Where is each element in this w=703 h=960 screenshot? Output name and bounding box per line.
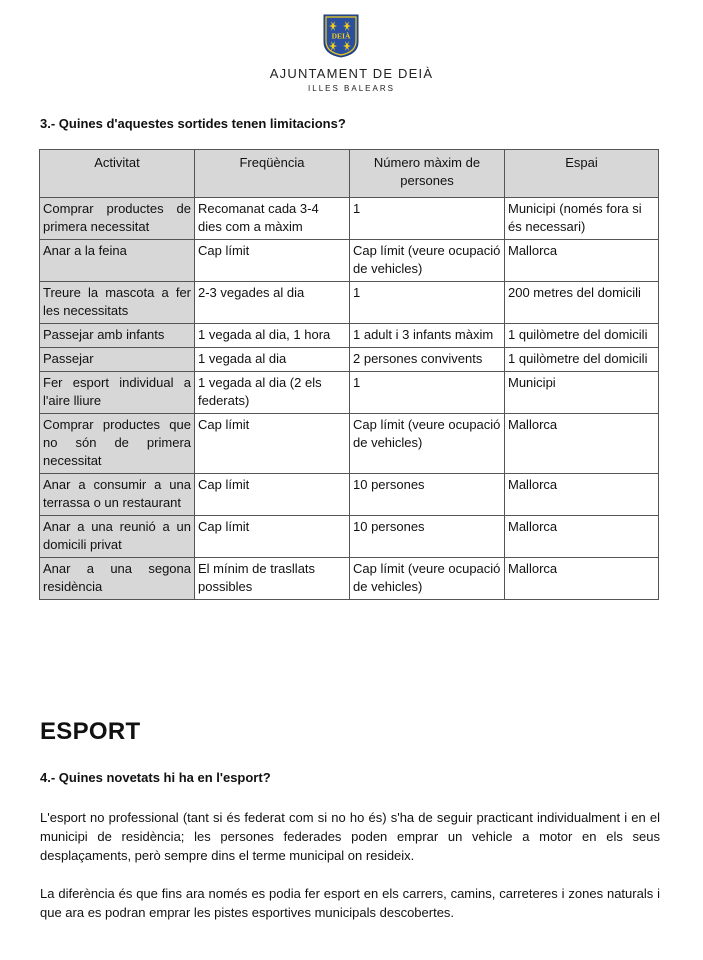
cell-frequency: Recomanat cada 3-4 dies com a màxim [195, 198, 350, 240]
cell-frequency: 1 vegada al dia, 1 hora [195, 324, 350, 348]
municipal-crest-icon [323, 14, 359, 58]
table-row [40, 558, 659, 600]
cell-frequency: 2-3 vegades al dia [195, 282, 350, 324]
cell-space: 1 quilòmetre del domicili [505, 348, 659, 372]
cell-max-people: 2 persones convivents [350, 348, 505, 372]
cell-max-people: 1 adult i 3 infants màxim [350, 324, 505, 348]
question-4-heading: 4.- Quines novetats hi ha en l'esport? [40, 770, 271, 785]
cell-max-people: 10 persones [350, 474, 505, 516]
cell-frequency: Cap límit [195, 240, 350, 282]
table-row [40, 240, 659, 282]
cell-space: Mallorca [505, 414, 659, 474]
cell-space: Mallorca [505, 474, 659, 516]
cell-space: Mallorca [505, 516, 659, 558]
cell-max-people: 1 [350, 372, 505, 414]
cell-activity: Passejar [40, 348, 195, 372]
cell-max-people: 10 persones [350, 516, 505, 558]
cell-max-people: Cap límit (veure ocupació de vehicles) [350, 240, 505, 282]
column-header-space: Espai [505, 150, 659, 198]
section-title-esport: ESPORT [40, 718, 141, 745]
cell-frequency: Cap límit [195, 516, 350, 558]
limitations-table [39, 149, 659, 600]
cell-activity: Fer esport individual a l'aire lliure [40, 372, 195, 414]
table-header-row [40, 150, 659, 198]
cell-frequency: 1 vegada al dia (2 els federats) [195, 372, 350, 414]
cell-max-people: 1 [350, 198, 505, 240]
table-row [40, 324, 659, 348]
cell-frequency: Cap límit [195, 414, 350, 474]
cell-activity: Comprar productes de primera necessitat [40, 198, 195, 240]
cell-space: Municipi (només fora si és necessari) [505, 198, 659, 240]
logo-text: DEIÀ [331, 31, 351, 41]
cell-space: Mallorca [505, 558, 659, 600]
column-header-activity: Activitat [40, 150, 195, 198]
column-header-max-people: Número màxim de persones [350, 150, 505, 198]
paragraph-esport-2: La diferència és que fins ara només es podia fer esport en els carrers, camins, carreteres i zones naturals i que ara es podran emprar les pistes esportives municipals descobertes. [40, 886, 660, 920]
cell-activity: Anar a consumir a una terrassa o un restaurant [40, 474, 195, 516]
table-row [40, 414, 659, 474]
table-row [40, 516, 659, 558]
paragraph-esport-1: L'esport no professional (tant si és federat com si no ho és) s'ha de seguir practicant individualment i en el municipi de residència; les persones federades poden emprar un vehicle a motor en els seus desplaçaments, però sempre dins el terme municipal on resideix. [40, 810, 660, 863]
cell-space: 1 quilòmetre del domicili [505, 324, 659, 348]
cell-space: Mallorca [505, 240, 659, 282]
cell-space: 200 metres del domicili [505, 282, 659, 324]
cell-space: Municipi [505, 372, 659, 414]
cell-max-people: 1 [350, 282, 505, 324]
table-row [40, 348, 659, 372]
question-3-heading: 3.- Quines d'aquestes sortides tenen limitacions? [40, 116, 346, 131]
table-row [40, 372, 659, 414]
cell-activity: Anar a una reunió a un domicili privat [40, 516, 195, 558]
cell-activity: Anar a la feina [40, 240, 195, 282]
cell-max-people: Cap límit (veure ocupació de vehicles) [350, 414, 505, 474]
cell-frequency: Cap límit [195, 474, 350, 516]
cell-activity: Passejar amb infants [40, 324, 195, 348]
cell-activity: Treure la mascota a fer les necessitats [40, 282, 195, 324]
table-row [40, 282, 659, 324]
organization-name: AJUNTAMENT DE DEIÀ [269, 66, 434, 81]
cell-activity: Anar a una segona residència [40, 558, 195, 600]
column-header-frequency: Freqüència [195, 150, 350, 198]
table-row [40, 198, 659, 240]
cell-activity: Comprar productes que no són de primera necessitat [40, 414, 195, 474]
table-row [40, 474, 659, 516]
organization-subtitle: ILLES BALEARS [308, 84, 395, 93]
cell-max-people: Cap límit (veure ocupació de vehicles) [350, 558, 505, 600]
cell-frequency: El mínim de trasllats possibles [195, 558, 350, 600]
cell-frequency: 1 vegada al dia [195, 348, 350, 372]
